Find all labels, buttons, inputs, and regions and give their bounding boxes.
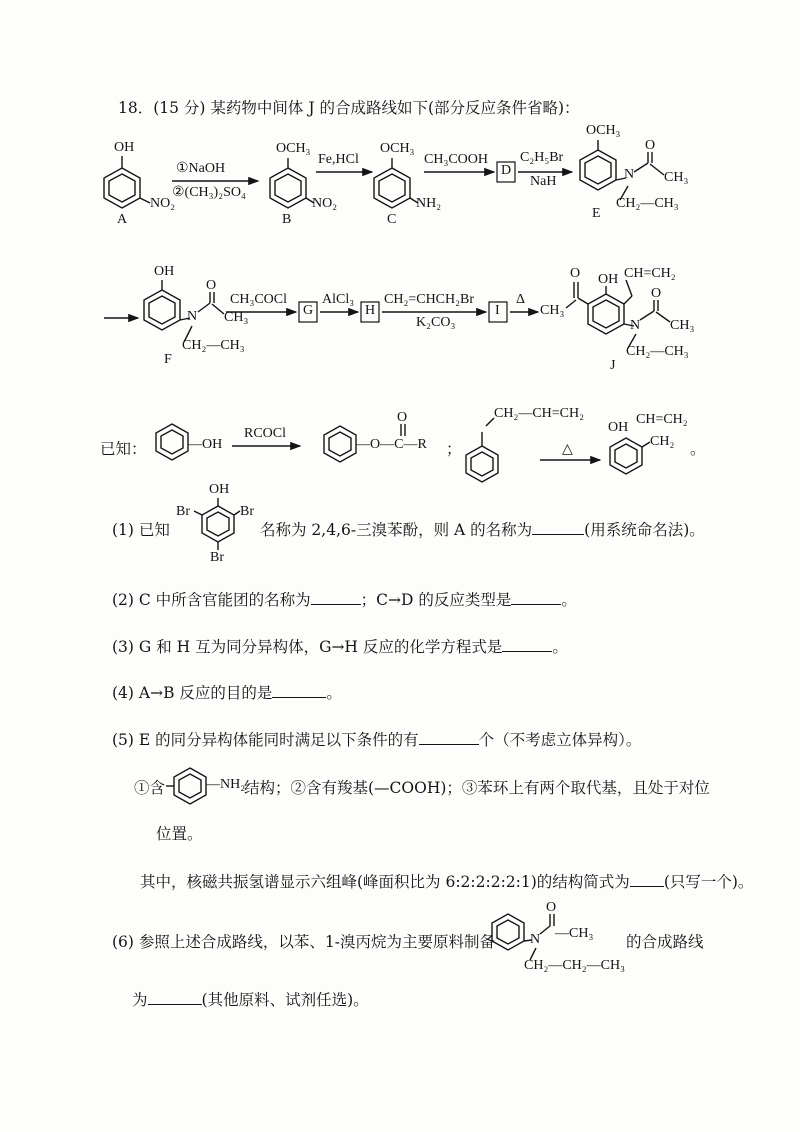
q5-line xyxy=(112,728,641,750)
J-ethyl: CH₂—CH₃ xyxy=(626,344,689,359)
G-box: G xyxy=(303,303,314,318)
arrow2-top: Fe,HCl xyxy=(318,152,359,167)
q2-blank2[interactable] xyxy=(511,589,561,606)
F-ethyl: CH₂—CH₃ xyxy=(182,338,245,353)
J-o2: O xyxy=(651,286,662,301)
q6-n: N xyxy=(530,932,541,947)
known-arrow1-label: RCOCl xyxy=(244,426,287,441)
known-prod-ch2: CH₂ xyxy=(650,434,675,449)
q5-cond-prefix: ①含 xyxy=(134,779,166,797)
E-ch3: CH₃ xyxy=(664,170,689,185)
J-o: O xyxy=(570,266,581,281)
q1-tail: (用系统命名法)。 xyxy=(584,521,705,539)
arrow-HI-bottom: K₂CO₃ xyxy=(416,315,456,330)
q4-text2: 。 xyxy=(326,684,342,702)
known-product-ring xyxy=(610,438,650,474)
I-box: I xyxy=(495,303,500,318)
F-ch3: CH₃ xyxy=(224,310,249,325)
D-box: D xyxy=(501,163,512,178)
B-label: B xyxy=(282,212,292,227)
J-ch3b: CH₃ xyxy=(670,318,695,333)
B-och3: OCH₃ xyxy=(276,141,311,156)
known-end: 。 xyxy=(690,440,706,458)
known-allyl-chain: CH₂—CH=CH₂ xyxy=(494,406,585,421)
known-ester-o: O xyxy=(397,410,408,425)
benzene-ring-B xyxy=(270,158,314,208)
J-label: J xyxy=(610,358,616,373)
E-ethyl: CH₂—CH₃ xyxy=(616,196,679,211)
q3-text2: 。 xyxy=(552,638,568,656)
F-label: F xyxy=(164,352,172,367)
q5-cond-nh2: —NH₂ xyxy=(206,777,246,792)
arrow-GH-top: AlCl₃ xyxy=(322,292,355,307)
known-separator: ； xyxy=(446,440,462,458)
q1-suffix: 名称为 2,4,6-三溴苯酚，则 A 的名称为 xyxy=(260,521,533,539)
q5-nmr-tail: (只写一个)。 xyxy=(663,873,754,891)
tribromophenol-structure xyxy=(194,498,240,550)
q1-oh: OH xyxy=(209,482,230,497)
known-allyl-ether-ring xyxy=(466,418,498,482)
arrow-FG-top: CH₃COCl xyxy=(230,292,288,307)
q1-blank[interactable] xyxy=(532,519,584,536)
q6-text2: 的合成路线 xyxy=(626,933,704,951)
arrow4-top: C₂H₅Br xyxy=(520,150,564,165)
F-oh: OH xyxy=(154,264,175,279)
q2-text3: 。 xyxy=(561,591,577,609)
q2-blank1[interactable] xyxy=(311,589,361,606)
q6-target-structure xyxy=(492,914,554,960)
q5-nmr-blank[interactable] xyxy=(630,871,664,888)
C-nh2: NH₂ xyxy=(416,196,442,211)
E-n: N xyxy=(624,167,635,182)
q3-blank[interactable] xyxy=(502,636,552,653)
arrow1-top: ①NaOH xyxy=(176,161,226,176)
C-label: C xyxy=(387,212,397,227)
q5-cond-wrap: 位置。 xyxy=(156,825,203,843)
q6-blank[interactable] xyxy=(148,989,202,1006)
q1-prefix: (1) 已知 xyxy=(112,521,170,539)
A-no2: NO₂ xyxy=(150,196,176,211)
known-prod-oh: OH xyxy=(608,420,629,435)
q6-text1: (6) 参照上述合成路线，以苯、1-溴丙烷为主要原料制备 xyxy=(112,933,495,951)
A-oh: OH xyxy=(114,140,135,155)
q1-text xyxy=(260,518,705,540)
known-phenol-ring xyxy=(156,424,188,460)
E-label: E xyxy=(592,206,601,221)
C-och3: OCH₃ xyxy=(380,141,415,156)
B-no2: NO₂ xyxy=(312,196,338,211)
arrow3-top: CH₃COOH xyxy=(424,152,488,167)
q4-blank[interactable] xyxy=(272,682,326,699)
A-label: A xyxy=(117,212,128,227)
J-ch3: CH₃ xyxy=(540,303,565,318)
q1-br2: Br xyxy=(240,504,254,519)
q6-o: O xyxy=(546,900,557,915)
known-prod-vinyl: CH=CH₂ xyxy=(636,412,688,427)
arrow-HI-top: CH₂=CHCH₂Br xyxy=(384,292,475,307)
E-o: O xyxy=(645,138,656,153)
q2-line xyxy=(112,588,577,610)
J-n: N xyxy=(630,318,641,333)
q4-text1: (4) A→B 反应的目的是 xyxy=(112,684,273,702)
q1-br3: Br xyxy=(210,550,224,565)
q1-br1: Br xyxy=(176,504,190,519)
benzene-ring-A xyxy=(104,156,150,208)
known-ester-chain: —O—C—R xyxy=(356,437,427,452)
known-oh: —OH xyxy=(188,437,223,452)
H-box: H xyxy=(365,303,376,318)
q5-text1: (5) E 的同分异构体能同时满足以下条件的有 xyxy=(112,731,419,749)
q6-text3: 为 xyxy=(132,991,148,1009)
q5-cond-rest: 结构；②含有羧基(—COOH)；③苯环上有两个取代基，且处于对位 xyxy=(244,779,710,797)
q5-nmr-line xyxy=(140,870,753,892)
q3-text1: (3) G 和 H 互为同分异构体，G→H 反应的化学方程式是 xyxy=(112,638,503,656)
q5-blank[interactable] xyxy=(419,729,479,746)
arrow1-bottom: ②(CH₃)₂SO₄ xyxy=(172,185,246,200)
J-vinyl: CH=CH₂ xyxy=(624,266,676,281)
benzene-ring-C xyxy=(374,158,418,208)
q4-line xyxy=(112,681,342,703)
arrow-IJ-top: Δ xyxy=(516,292,526,307)
F-n: N xyxy=(187,309,198,324)
arrow4-bottom: NaH xyxy=(530,174,557,189)
q2-text2: ；C→D 的反应类型是 xyxy=(360,591,512,609)
J-oh: OH xyxy=(598,272,619,287)
q3-line xyxy=(112,635,568,657)
known-label: 已知： xyxy=(100,440,147,458)
q6-text4: (其他原料、试剂任选)。 xyxy=(201,991,369,1009)
E-och3: OCH₃ xyxy=(586,123,621,138)
question-header: 18．(15 分) 某药物中间体 J 的合成路线如下(部分反应条件省略)： xyxy=(118,99,580,117)
q2-text1: (2) C 中所含官能团的名称为 xyxy=(112,591,311,609)
q6-line2 xyxy=(132,988,369,1010)
known-arrow2-label: △ xyxy=(562,442,573,457)
q5-nmr: 其中，核磁共振氢谱显示六组峰(峰面积比为 6:2:2:2:2:1)的结构简式为 xyxy=(140,873,630,891)
F-o: O xyxy=(206,278,217,293)
q6-ch3: —CH₃ xyxy=(555,926,594,941)
aminophenyl-structure xyxy=(166,768,206,804)
q5-text2: 个（不考虑立体异构）。 xyxy=(478,731,642,749)
q6-chain: CH₂—CH₂—CH₃ xyxy=(524,958,625,973)
